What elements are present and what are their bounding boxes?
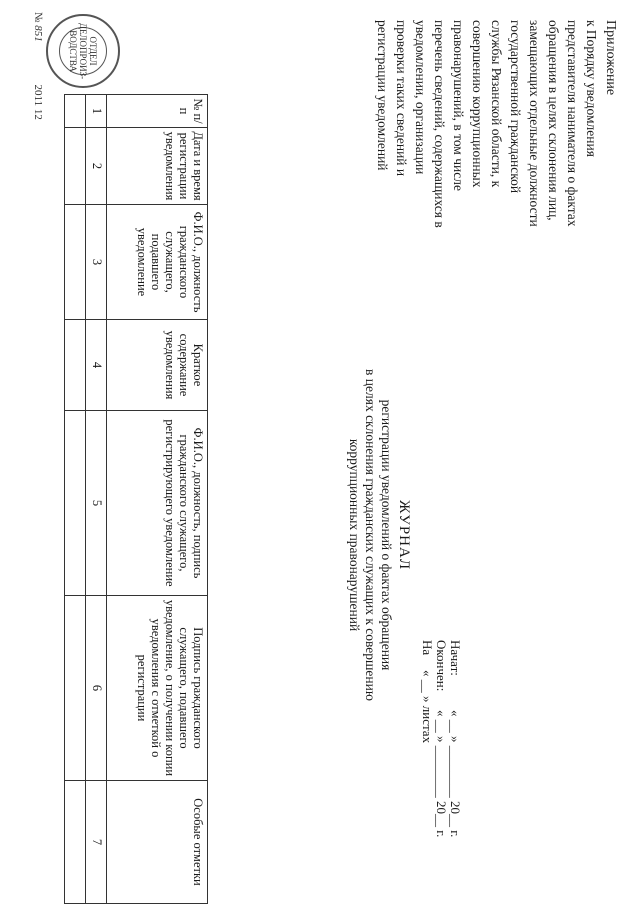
pages-label: На	[420, 640, 435, 656]
table-header-row	[107, 95, 208, 904]
col-datetime-header: Дата и время регистрации уведомления	[107, 128, 208, 205]
registration-table	[64, 94, 208, 904]
col-registrar-header: Ф.И.О., должность, подпись гражданского служащего, регистрирующего уведомление	[107, 411, 208, 596]
journal-dates	[420, 640, 462, 900]
col-summary-header: Краткое содержание уведомления	[107, 320, 208, 411]
appendix-line: к Порядку уведомления	[584, 20, 599, 157]
end-label: Окончен:	[434, 640, 449, 692]
appendix-line: перечень сведений, содержащихся в	[432, 20, 447, 228]
department-stamp	[46, 14, 120, 88]
appendix-line: совершению коррупционных	[470, 20, 485, 188]
reg-number-prefix: №	[32, 12, 44, 23]
empty-cell	[65, 411, 86, 596]
appendix-line: представителя нанимателя о фактах	[565, 20, 580, 227]
col-number: 4	[86, 320, 107, 411]
appendix-line: проверки таких сведений и	[394, 20, 409, 177]
appendix-line: службы Рязанской области, к	[489, 20, 504, 188]
appendix-line: обращения в целях склонения лиц,	[546, 20, 561, 221]
journal-subtitle-line: регистрации уведомлений о фактах обращения	[379, 399, 394, 671]
end-value: « __ » ________ 20__ г.	[434, 710, 449, 838]
empty-cell	[65, 128, 86, 205]
appendix-line: регистрации уведомлений	[375, 20, 390, 171]
appendix-line: замещающих отдельные должности	[527, 20, 542, 227]
empty-cell	[65, 596, 86, 781]
start-label: Начат:	[448, 640, 463, 676]
journal-title: ЖУРНАЛ	[396, 499, 412, 571]
table-row	[65, 95, 86, 904]
empty-cell	[65, 205, 86, 320]
col-number: 3	[86, 205, 107, 320]
appendix-line: государственной гражданской	[508, 20, 523, 194]
appendix-line: правонарушений, в том числе	[451, 20, 466, 191]
col-employee-header: Ф.И.О., должность гражданского служащего, подавшего уведомление	[107, 205, 208, 320]
journal-heading	[346, 275, 412, 795]
col-number: 7	[86, 781, 107, 904]
col-number: 2	[86, 128, 107, 205]
reg-suffix: 12	[32, 108, 44, 120]
col-number: 1	[86, 95, 107, 128]
journal-subtitle-line: в целях склонения гражданских служащих к совершению	[363, 369, 378, 701]
pages-value: « __ » листах	[420, 670, 435, 744]
start-value: « __ » ________ 20__ г.	[448, 710, 463, 838]
appendix-line: уведомлении, организации	[413, 20, 428, 175]
stamp-inner	[59, 22, 107, 80]
col-signature-header: Подпись гражданского служащего, подавшего уведомление, о получении копии уведомления с отметкой о регистрации	[107, 596, 208, 781]
registration-mark	[32, 12, 44, 120]
appendix-title: Приложение	[603, 20, 618, 96]
col-notes-header: Особые отметки	[107, 781, 208, 904]
empty-cell	[65, 781, 86, 904]
table-row	[86, 95, 107, 904]
pages-row	[420, 640, 434, 900]
col-number: 5	[86, 411, 107, 596]
journal-subtitle-line: коррупционных правонарушений	[347, 438, 362, 632]
empty-cell	[65, 320, 86, 411]
end-date-row	[434, 640, 448, 900]
col-number: 6	[86, 596, 107, 781]
empty-cell	[65, 95, 86, 128]
reg-number: 851	[32, 25, 44, 42]
reg-date: 2011	[32, 84, 44, 107]
start-date-row	[448, 640, 462, 900]
col-number-header: № п/п	[107, 95, 208, 128]
stamp-text: ОТДЕЛ ДЕЛОПРОИЗ- ВОДСТВА	[68, 22, 98, 80]
